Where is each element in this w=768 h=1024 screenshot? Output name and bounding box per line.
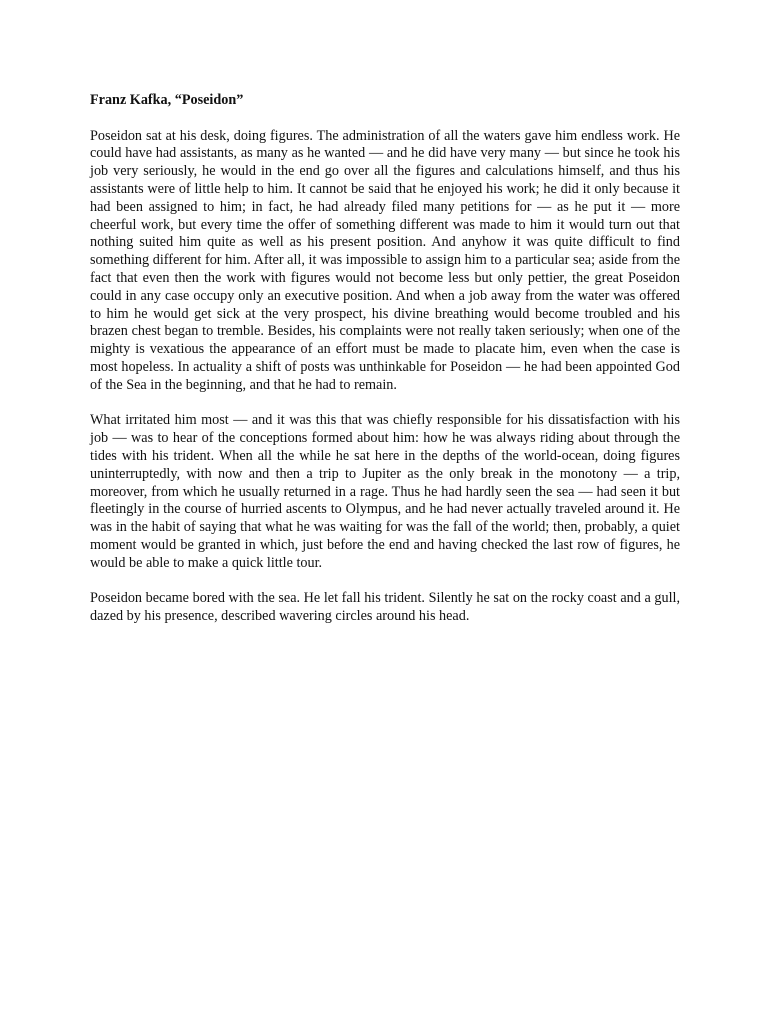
document-page [90, 92, 680, 644]
paragraph-2: What irritated him most — and it was this that was chiefly responsible for his dissatisfaction with his job — was to hear of the conceptions formed about him: how he was always riding about through the tides with his trident. When all the while he sat here in the depths of the world-ocean, doing figures uninterruptedly, with now and then a trip to Jupiter as the only break in the monotony — a trip, moreover, from which he usually returned in a rage. Thus he had hardly seen the sea — had seen it but fleetingly in the course of hurried ascents to Olympus, and he had never actually traveled around it. He was in the habit of saying that what he was waiting for was the fall of the world; then, probably, a quiet moment would be granted in which, just before the end and having checked the last row of figures, he would be able to make a quick little tour. [90, 412, 680, 571]
document-title: Franz Kafka, “Poseidon” [90, 92, 244, 108]
paragraph-1: Poseidon sat at his desk, doing figures. The administration of all the waters gave him endless work. He could have had assistants, as many as he wanted — and he did have very many — but since he took his job very seriously, he would in the end go over all the figures and calculations himself, and thus his assistants were of little help to him. It cannot be said that he enjoyed his work; he did it only because it had been assigned to him; in fact, he had already filed many petitions for — as he put it — more cheerful work, but every time the offer of something different was made to him it would turn out that nothing suited him quite as well as his present position. And anyhow it was quite difficult to find something different for him. After all, it was impossible to assign him to a particular sea; aside from the fact that even then the work with figures would not become less but only pettier, the great Poseidon could in any case occupy only an executive position. And when a job away from the water was offered to him he would get sick at the very prospect, his divine breathing would become troubled and his brazen chest began to tremble. Besides, his complaints were not really taken seriously; when one of the mighty is vexatious the appearance of an effort must be made to placate him, even when the case is most hopeless. In actuality a shift of posts was unthinkable for Poseidon — he had been appointed God of the Sea in the beginning, and that he had to remain. [90, 127, 680, 393]
paragraph-3: Poseidon became bored with the sea. He let fall his trident. Silently he sat on the rocky coast and a gull, dazed by his presence, described wavering circles around his head. [90, 590, 680, 625]
